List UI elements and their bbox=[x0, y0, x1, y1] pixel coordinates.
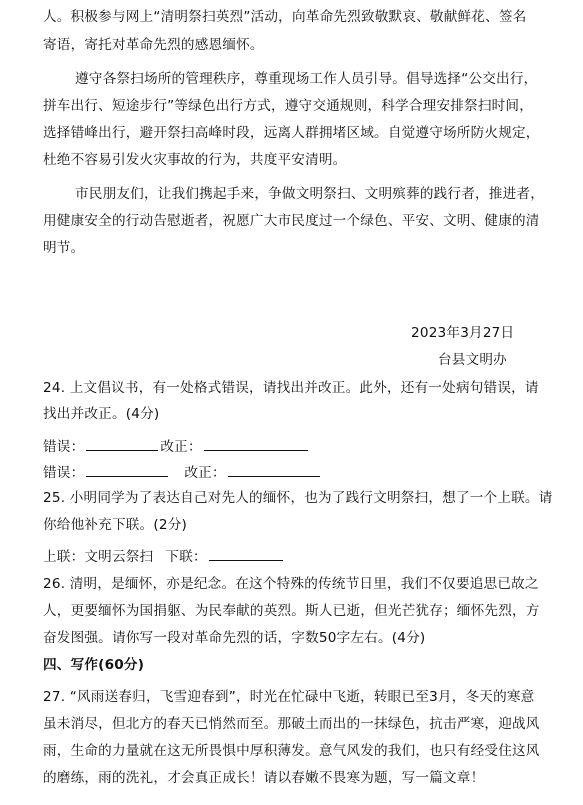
paragraph-line: 寄语，寄托对革命先烈的感恩缅怀。 bbox=[43, 37, 264, 53]
paragraph-line: 明节。 bbox=[43, 240, 85, 256]
question-text: 人，更要缅怀为国捐躯、为民奉献的英烈。斯人已逝，但光芒犹存；缅怀先烈，方 bbox=[43, 603, 540, 619]
lower-couplet-blank[interactable] bbox=[209, 546, 283, 561]
error-label: 错误： bbox=[43, 439, 85, 455]
answer-row-1 bbox=[43, 436, 555, 457]
question-text: 找出并改正。(4分) bbox=[43, 406, 160, 422]
question-text: 的磨练，雨的洗礼，才会真正成长！请以春嫩不畏寒为题，写一篇文章！ bbox=[43, 770, 485, 786]
upper-couplet: 上联：文明云祭扫 bbox=[43, 549, 154, 565]
question-text: 奋发图强。请你写一段对革命先烈的话，字数50字左右。(4分) bbox=[43, 630, 426, 646]
question-text: 你给他补充下联。(2分) bbox=[43, 517, 187, 533]
question-text: 25. 小明同学为了表达自己对先人的缅怀，也为了践行文明祭扫，想了一个上联。请 bbox=[43, 490, 553, 506]
paragraph-line: 杜绝不容易引发火灾事故的行为，共度平安清明。 bbox=[43, 152, 347, 168]
fix-label: 改正： bbox=[160, 439, 202, 455]
question-text: 27. “风雨送春归，飞雪迎春到”，时光在忙碌中飞逝，转眼已至3月，冬天的寒意 bbox=[43, 689, 535, 705]
paragraph-line: 选择错峰出行，避开祭扫高峰时段，远离人群拥堵区域。自觉遵守场所防火规定， bbox=[43, 125, 540, 141]
paragraph-line: 人。积极参与网上“清明祭扫英烈”活动，向革命先烈致敬默哀、敬献鲜花、签名 bbox=[43, 9, 527, 25]
lower-couplet-label: 下联： bbox=[165, 549, 207, 565]
error-label: 错误： bbox=[43, 465, 85, 481]
question-text: 虽未消尽，但北方的春天已悄然而至。那破土而出的一抹绿色，抗击严寒，迎战风 bbox=[43, 716, 540, 732]
paragraph-line: 市民朋友们，让我们携起手来，争做文明祭扫、文明殡葬的践行者，推进者， bbox=[75, 186, 544, 202]
letter-date: 2023年3月27日 bbox=[411, 325, 515, 341]
section-heading: 四、写作(60分) bbox=[43, 657, 145, 673]
fix-label: 改正： bbox=[184, 465, 226, 481]
question-text: 24. 上文倡议书，有一处格式错误，请找出并改正。此外，还有一处病句错误，请 bbox=[43, 380, 539, 396]
question-text: 雨，生命的力量就在这无所畏惧中厚积薄发。意气风发的我们，也只有经受住这风 bbox=[43, 743, 540, 759]
letter-sender: 台县文明办 bbox=[438, 352, 507, 368]
fix-answer-blank[interactable] bbox=[204, 436, 308, 451]
paragraph-line: 遵守各祭扫场所的管理秩序，尊重现场工作人员引导。倡导选择“公交出行， bbox=[75, 71, 538, 87]
couplet-row bbox=[43, 546, 555, 567]
error-answer-blank[interactable] bbox=[86, 436, 158, 451]
fix-answer-blank[interactable] bbox=[228, 462, 320, 477]
answer-row-2 bbox=[43, 462, 555, 483]
paragraph-line: 用健康安全的行动告慰逝者，祝愿广大市民度过一个绿色、平安、文明、健康的清 bbox=[43, 213, 540, 229]
error-answer-blank[interactable] bbox=[86, 462, 168, 477]
question-text: 26. 清明，是缅怀，亦是纪念。在这个特殊的传统节日里，我们不仅要追思已故之 bbox=[43, 576, 539, 592]
paragraph-line: 拼车出行、短途步行”等绿色出行方式，遵守交通规则，科学合理安排祭扫时间， bbox=[43, 98, 534, 114]
